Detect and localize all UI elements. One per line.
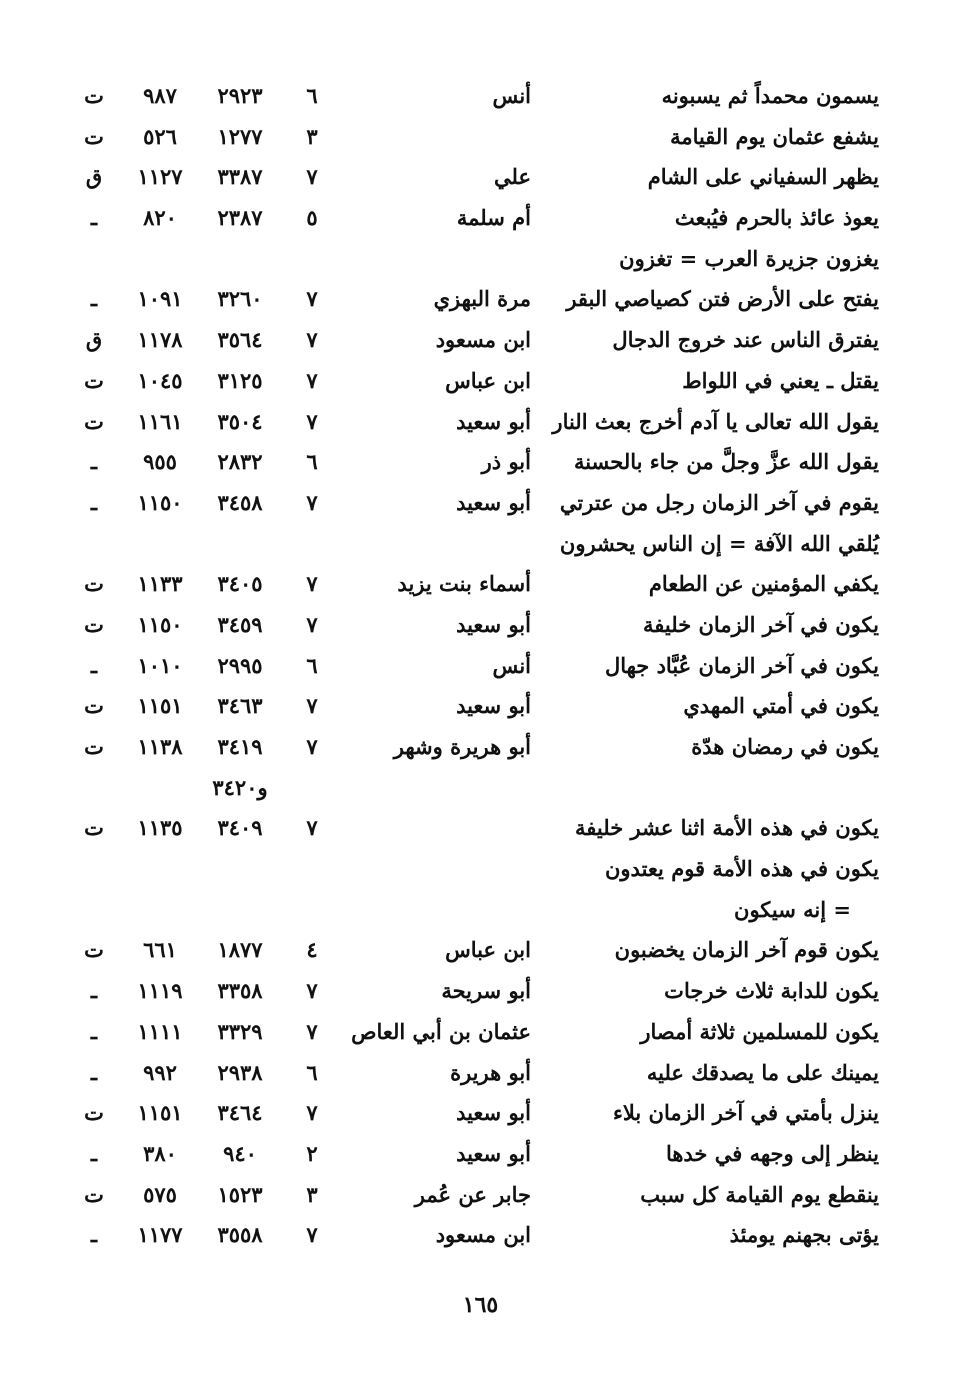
narrator: ابن عباس [445, 937, 531, 963]
table-row [0, 402, 961, 443]
volume-number: ٧ [306, 571, 318, 597]
table-row [0, 564, 961, 605]
hadith-text: يكون قوم آخر الزمان يخضبون [614, 937, 879, 963]
source-mark: ـ [90, 205, 98, 231]
page-ref: ١١١٩ [137, 978, 183, 1004]
page-ref: ١١٣٣ [137, 571, 183, 597]
hadith-text: يكون للمسلمين ثلاثة أمصار [640, 1018, 879, 1044]
page-number: ١٦٥ [462, 1292, 499, 1318]
hadith-index-table [0, 76, 961, 1256]
source-mark: ت [84, 83, 104, 108]
narrator: أبو هريرة وشهر [393, 734, 531, 759]
hadith-number: ٣١٢٥ [217, 367, 263, 393]
hadith-number: ٣٤٥٨ [217, 489, 263, 515]
table-row [0, 1093, 961, 1134]
narrator: أبو سريحة [441, 978, 531, 1004]
source-mark: ـ [90, 1018, 98, 1044]
hadith-text: ينقطع يوم القيامة كل سبب [640, 1181, 879, 1207]
volume-number: ٢ [306, 1140, 318, 1166]
narrator: أم سلمة [456, 205, 531, 231]
table-row [0, 198, 961, 239]
volume-number: ٧ [306, 327, 318, 353]
source-mark: ت [84, 734, 104, 759]
source-mark: ـ [90, 449, 98, 475]
volume-number: ٣ [306, 123, 318, 149]
page-ref: ١٠١٠ [137, 652, 183, 678]
table-row [0, 320, 961, 361]
volume-number: ٧ [306, 734, 318, 759]
hadith-text: = إنه سيكون [734, 896, 851, 922]
table-row [0, 157, 961, 198]
page-ref: ٨٢٠ [143, 205, 177, 231]
volume-number: ٣ [306, 1181, 318, 1207]
volume-number: ٥ [306, 205, 318, 231]
hadith-number: ٢٣٨٧ [217, 205, 263, 231]
table-row [0, 361, 961, 402]
narrator: أبو سعيد [456, 1100, 531, 1126]
hadith-number: ٣٤٦٤ [217, 1100, 263, 1126]
table-row [0, 808, 961, 849]
hadith-text: يُلقي الله الآفة = إن الناس يحشرون [559, 530, 879, 556]
source-mark: ت [84, 123, 104, 149]
hadith-number: ٣٥٦٤ [217, 327, 263, 353]
hadith-number: ٢٩٩٥ [217, 652, 263, 678]
volume-number: ٦ [306, 652, 318, 678]
page-ref: ١١٣٥ [137, 815, 183, 841]
table-row [0, 768, 961, 809]
table-row [0, 483, 961, 524]
page-ref: ١١٦١ [137, 408, 183, 434]
volume-number: ٧ [306, 693, 318, 719]
source-mark: ت [84, 367, 104, 393]
volume-number: ٦ [306, 449, 318, 475]
hadith-text: يفترق الناس عند خروج الدجال [612, 327, 879, 353]
hadith-number: ٣٣٨٧ [217, 164, 263, 190]
narrator: عثمان بن أبي العاص [351, 1018, 531, 1044]
table-row [0, 1215, 961, 1256]
table-row [0, 1175, 961, 1216]
hadith-number: ١٢٧٧ [217, 123, 263, 149]
hadith-number: ٣٤٥٩ [217, 611, 263, 637]
table-row [0, 117, 961, 158]
volume-number: ٦ [306, 83, 318, 108]
page-ref: ٩٩٢ [143, 1059, 177, 1085]
volume-number: ٧ [306, 611, 318, 637]
source-mark: ت [84, 1181, 104, 1207]
source-mark: ت [84, 815, 104, 841]
hadith-number: ٣٥٠٤ [217, 408, 263, 434]
source-mark: ت [84, 611, 104, 637]
volume-number: ٧ [306, 1018, 318, 1044]
volume-number: ٧ [306, 164, 318, 190]
table-row [0, 279, 961, 320]
table-row [0, 727, 961, 768]
source-mark: ـ [90, 1140, 98, 1166]
volume-number: ٧ [306, 489, 318, 515]
source-mark: ت [84, 693, 104, 719]
hadith-text: يكون في آخر الزمان عُبَّاد جهال [604, 652, 879, 678]
hadith-text: يمينك على ما يصدقك عليه [646, 1059, 879, 1085]
hadith-number: ٣٤٠٩ [217, 815, 263, 841]
page-ref: ٥٢٦ [143, 123, 177, 149]
volume-number: ٧ [306, 815, 318, 841]
source-mark: ـ [90, 286, 98, 312]
hadith-number: ٢٨٣٢ [217, 449, 263, 475]
narrator: أبو سعيد [456, 489, 531, 515]
hadith-number: ٩٤٠ [223, 1140, 257, 1166]
narrator: أنس [492, 83, 531, 108]
hadith-text: يكون في هذه الأمة اثنا عشر خليفة [575, 815, 879, 841]
page-ref: ١١٣٨ [137, 734, 183, 759]
table-row [0, 971, 961, 1012]
narrator: أبو سعيد [456, 408, 531, 434]
volume-number: ٧ [306, 286, 318, 312]
narrator: أبو سعيد [456, 1140, 531, 1166]
hadith-number: ٢٩٢٣ [217, 83, 263, 108]
source-mark: ـ [90, 978, 98, 1004]
volume-number: ٦ [306, 1059, 318, 1085]
narrator: أبو هريرة [450, 1059, 531, 1085]
table-row [0, 890, 961, 931]
page-ref: ١١٥٠ [137, 611, 183, 637]
hadith-text: يكون في أمتي المهدي [683, 693, 879, 719]
volume-number: ٧ [306, 978, 318, 1004]
page-ref: ١١٢٧ [137, 164, 183, 190]
page-ref: ١٠٩١ [137, 286, 183, 312]
hadith-number: ١٨٧٧ [217, 937, 263, 963]
hadith-number: ٣٤٦٣ [217, 693, 263, 719]
source-mark: ـ [90, 489, 98, 515]
table-row [0, 1012, 961, 1053]
page-ref: ٥٧٥ [143, 1181, 177, 1207]
narrator: أنس [492, 652, 531, 678]
table-row [0, 605, 961, 646]
hadith-text: ينزل بأمتي في آخر الزمان بلاء [613, 1100, 879, 1126]
volume-number: ٧ [306, 408, 318, 434]
volume-number: ٧ [306, 367, 318, 393]
hadith-number: و٣٤٢٠ [212, 774, 268, 800]
volume-number: ٧ [306, 1100, 318, 1126]
table-row [0, 1134, 961, 1175]
hadith-text: يكون في آخر الزمان خليفة [643, 611, 879, 637]
hadith-text: يسمون محمداً ثم يسبونه [661, 83, 879, 108]
table-row [0, 524, 961, 565]
hadith-number: ٣٤٠٥ [217, 571, 263, 597]
hadith-number: ٣٣٥٨ [217, 978, 263, 1004]
source-mark: ق [85, 164, 103, 190]
hadith-text: يعوذ عائذ بالحرم فيُبعث [674, 205, 879, 231]
narrator: جابر عن عُمر [414, 1181, 531, 1207]
hadith-text: يغزون جزيرة العرب = تغزون [619, 245, 879, 271]
hadith-number: ١٥٢٣ [217, 1181, 263, 1207]
narrator: مرة البهزي [433, 286, 531, 312]
page-ref: ١١٥١ [137, 693, 183, 719]
hadith-number: ٣٤١٩ [217, 734, 263, 759]
source-mark: ـ [90, 1222, 98, 1248]
hadith-text: يفتح على الأرض فتن كصياصي البقر [566, 286, 879, 312]
hadith-number: ٢٩٣٨ [217, 1059, 263, 1085]
narrator: علي [494, 164, 531, 190]
hadith-text: يكون في هذه الأمة قوم يعتدون [604, 856, 879, 882]
narrator: أبو سعيد [456, 611, 531, 637]
narrator: ابن مسعود [435, 327, 531, 353]
hadith-text: يقول الله تعالى يا آدم أخرج بعث النار [552, 408, 879, 434]
volume-number: ٧ [306, 1222, 318, 1248]
table-row [0, 686, 961, 727]
narrator: ابن عباس [445, 367, 531, 393]
narrator: أبو ذر [481, 449, 531, 475]
volume-number: ٤ [306, 937, 318, 963]
hadith-text: يظهر السفياني على الشام [647, 164, 879, 190]
hadith-number: ٣٥٥٨ [217, 1222, 263, 1248]
page-ref: ١١٥١ [137, 1100, 183, 1126]
page-ref: ٩٥٥ [143, 449, 177, 475]
page-ref: ١٠٤٥ [137, 367, 183, 393]
hadith-text: يكفي المؤمنين عن الطعام [648, 571, 879, 597]
table-row [0, 239, 961, 280]
narrator: أبو سعيد [456, 693, 531, 719]
table-row [0, 76, 961, 117]
source-mark: ت [84, 1100, 104, 1126]
table-row [0, 1053, 961, 1094]
table-row [0, 442, 961, 483]
narrator: أسماء بنت يزيد [397, 571, 531, 597]
hadith-text: يقتل ـ يعني في اللواط [682, 367, 879, 393]
table-row [0, 646, 961, 687]
page-ref: ١١٧٨ [137, 327, 183, 353]
page-ref: ١١١١ [137, 1018, 183, 1044]
hadith-number: ٣٢٦٠ [217, 286, 263, 312]
source-mark: ت [84, 408, 104, 434]
page-ref: ١١٧٧ [137, 1222, 183, 1248]
hadith-number: ٣٣٢٩ [217, 1018, 263, 1044]
hadith-text: يقول الله عزَّ وجلَّ من جاء بالحسنة [573, 449, 879, 475]
hadith-text: ينظر إلى وجهه في خدها [665, 1140, 879, 1166]
source-mark: ت [84, 937, 104, 963]
hadith-text: يشفع عثمان يوم القيامة [670, 123, 879, 149]
hadith-text: يؤتى بجهنم يومئذ [729, 1222, 879, 1248]
hadith-text: يكون للدابة ثلاث خرجات [664, 978, 879, 1004]
page-ref: ٩٨٧ [143, 83, 177, 108]
page-ref: ٦٦١ [143, 937, 177, 963]
source-mark: ـ [90, 1059, 98, 1085]
source-mark: ـ [90, 652, 98, 678]
hadith-text: يقوم في آخر الزمان رجل من عترتي [559, 489, 879, 515]
page-ref: ١١٥٠ [137, 489, 183, 515]
table-row [0, 849, 961, 890]
table-row [0, 930, 961, 971]
hadith-text: يكون في رمضان هدّة [691, 734, 879, 759]
source-mark: ق [85, 327, 103, 353]
narrator: ابن مسعود [435, 1222, 531, 1248]
source-mark: ت [84, 571, 104, 597]
page-ref: ٣٨٠ [143, 1140, 177, 1166]
